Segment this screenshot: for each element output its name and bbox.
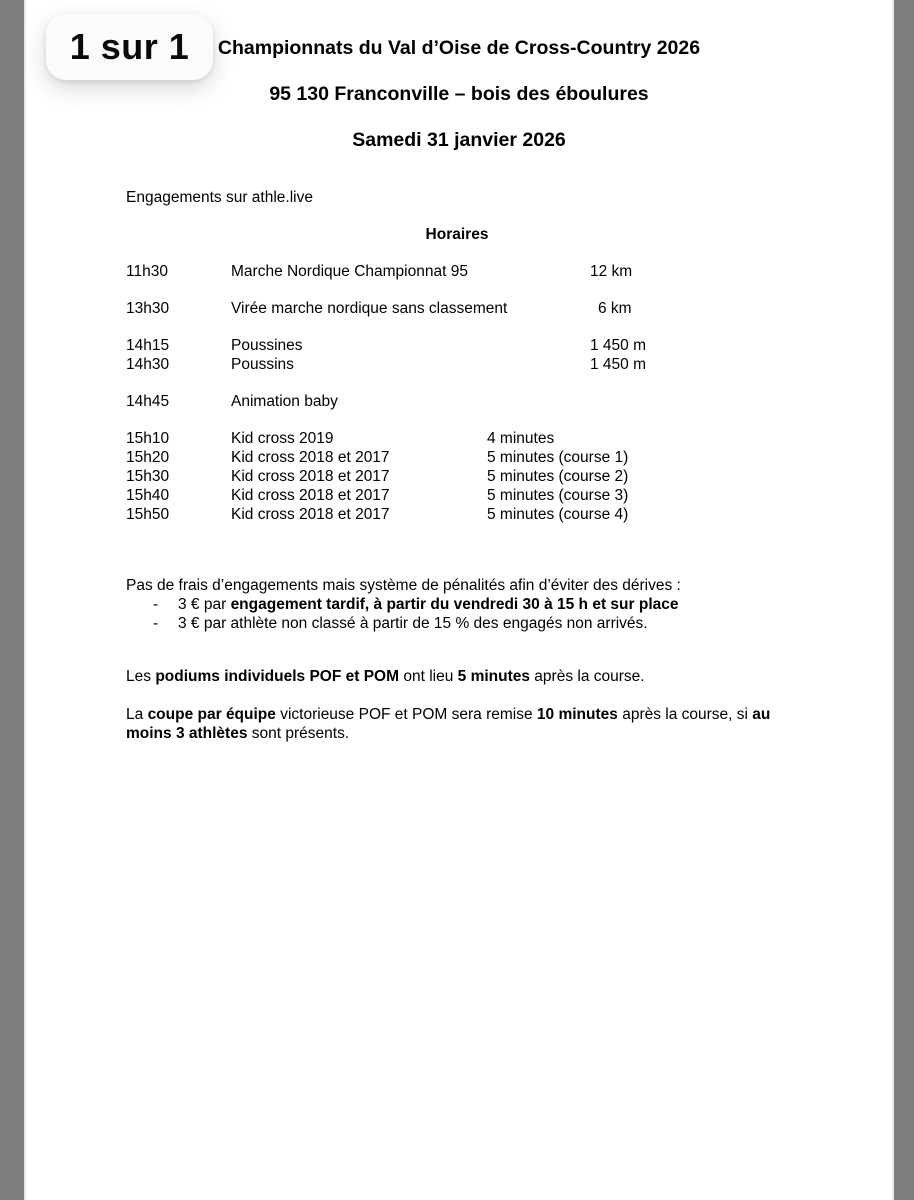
penalty-bullet xyxy=(126,595,816,614)
schedule-event: Kid cross 2018 et 2017 xyxy=(231,487,390,504)
penalties-intro: Pas de frais d’engagements mais système de pénalités afin d’éviter des dérives : xyxy=(126,577,681,594)
schedule-time: 14h30 xyxy=(126,356,170,373)
schedule-event: Marche Nordique Championnat 95 xyxy=(231,263,468,280)
schedule-value: 4 minutes xyxy=(487,430,555,447)
schedule-time: 13h30 xyxy=(126,300,170,317)
schedule-table xyxy=(126,262,806,524)
schedule-value: 12 km xyxy=(590,263,633,280)
schedule-time: 14h45 xyxy=(126,393,170,410)
schedule-time: 14h15 xyxy=(126,337,170,354)
schedule-event: Virée marche nordique sans classement xyxy=(231,300,508,317)
schedule-row xyxy=(126,429,806,448)
podiums-line: Les podiums individuels POF et POM ont lieu 5 minutes après la course. xyxy=(126,668,645,685)
document-page xyxy=(24,0,894,1200)
penalty-bullet-text: 3 € par athlète non classé à partir de 15 % des engagés non arrivés. xyxy=(178,615,648,632)
schedule-row xyxy=(126,448,806,467)
penalty-bullet xyxy=(126,614,816,633)
schedule-event: Poussins xyxy=(231,356,294,373)
schedule-time: 15h30 xyxy=(126,468,170,485)
schedule-value: 5 minutes (course 1) xyxy=(487,449,629,466)
schedule-row xyxy=(126,262,806,281)
schedule-time: 11h30 xyxy=(126,263,168,280)
page-indicator-label: 1 sur 1 xyxy=(69,26,190,67)
doc-title-line2: 95 130 Franconville – bois des éboulures xyxy=(269,83,649,105)
schedule-time: 15h40 xyxy=(126,487,170,504)
schedule-time: 15h50 xyxy=(126,506,170,523)
penalty-bullet-text: 3 € par engagement tardif, à partir du vendredi 30 à 15 h et sur place xyxy=(178,596,679,613)
team-cup-paragraph xyxy=(126,705,826,743)
viewer-gutter-left xyxy=(0,0,24,1200)
team-cup-line1: La coupe par équipe victorieuse POF et POM sera remise 10 minutes après la course, si au xyxy=(126,706,771,723)
penalties-section xyxy=(126,576,816,633)
schedule-value: 6 km xyxy=(598,300,632,317)
schedule-event: Kid cross 2018 et 2017 xyxy=(231,468,390,485)
doc-title-line1: Championnats du Val d’Oise de Cross-Country 2026 xyxy=(217,37,701,59)
schedule-value: 5 minutes (course 3) xyxy=(487,487,629,504)
page-indicator-badge[interactable] xyxy=(46,14,213,80)
schedule-row xyxy=(126,505,806,524)
bullet-dash: - xyxy=(153,596,159,613)
engagements-line: Engagements sur athle.live xyxy=(126,189,313,206)
doc-title-line3: Samedi 31 janvier 2026 xyxy=(352,129,566,151)
schedule-time: 15h20 xyxy=(126,449,170,466)
schedule-event: Kid cross 2018 et 2017 xyxy=(231,506,390,523)
schedule-row xyxy=(126,299,806,318)
schedule-event: Kid cross 2018 et 2017 xyxy=(231,449,390,466)
schedule-value: 5 minutes (course 2) xyxy=(487,468,629,485)
team-cup-line2: moins 3 athlètes sont présents. xyxy=(126,725,350,742)
bullet-dash: - xyxy=(153,615,159,632)
schedule-heading: Horaires xyxy=(425,226,489,243)
schedule-event: Animation baby xyxy=(231,393,338,410)
schedule-row xyxy=(126,355,806,374)
schedule-row xyxy=(126,486,806,505)
schedule-value: 1 450 m xyxy=(590,356,647,373)
schedule-row xyxy=(126,336,806,355)
schedule-event: Poussines xyxy=(231,337,303,354)
schedule-event: Kid cross 2019 xyxy=(231,430,334,447)
schedule-time: 15h10 xyxy=(126,430,170,447)
schedule-value: 5 minutes (course 4) xyxy=(487,506,629,523)
schedule-row xyxy=(126,392,806,411)
schedule-value: 1 450 m xyxy=(590,337,647,354)
schedule-row xyxy=(126,467,806,486)
